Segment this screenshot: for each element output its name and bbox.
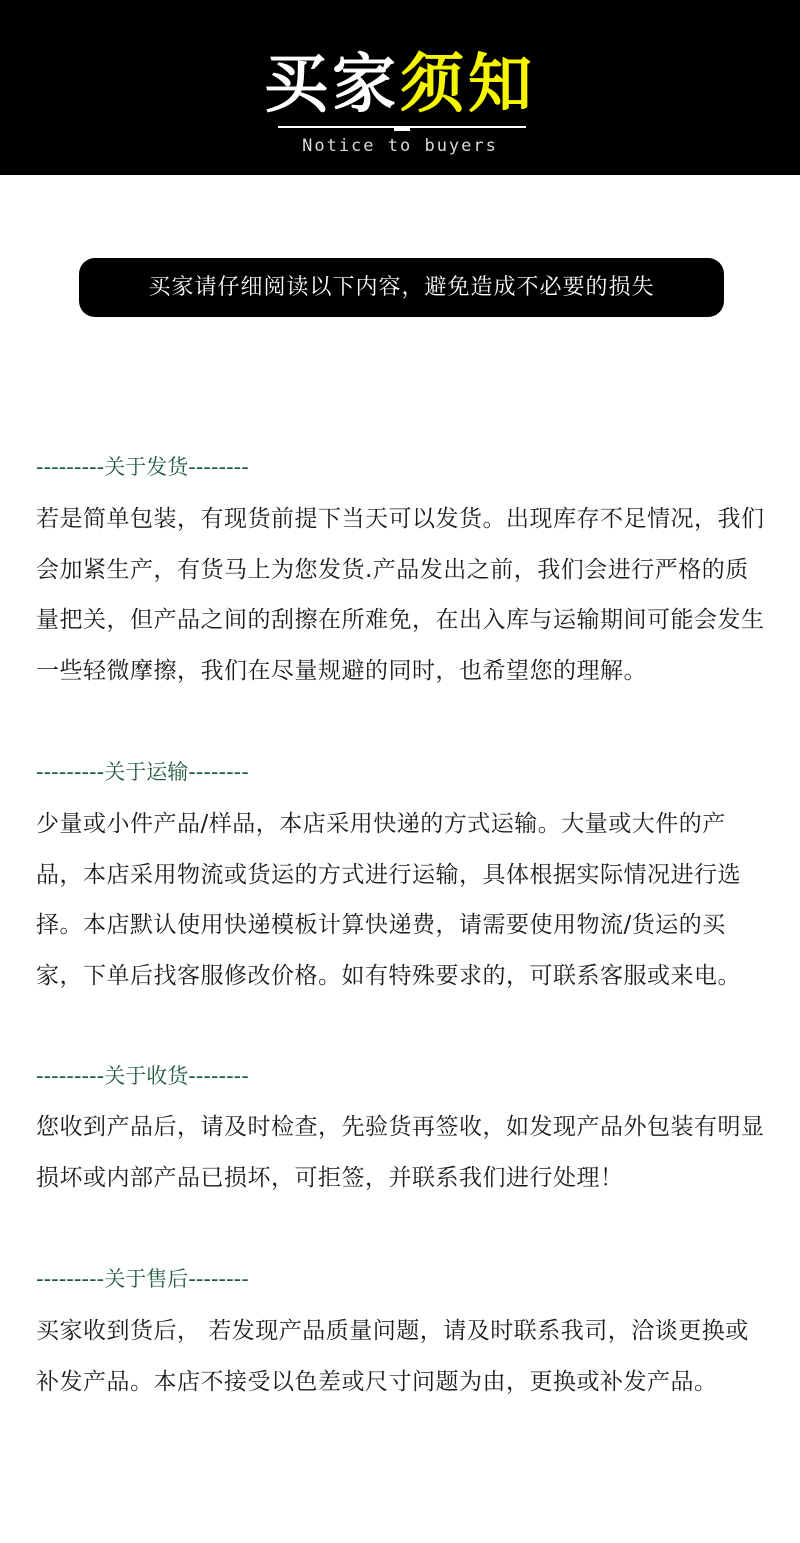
section-heading-transport: ---------关于运输--------: [36, 760, 249, 784]
section-body-shipping: 若是简单包装，有现货前提下当天可以发货。出现库存不足情况，我们会加紧生产，有货马上为您发货.产品发出之前，我们会进行严格的质量把关，但产品之间的刮擦在所难免，在出入库与运输期间可能会发生一些轻微摩擦，我们在尽量规避的同时，也希望您的理解。: [36, 506, 765, 684]
section-body-transport: 少量或小件产品/样品，本店采用快递的方式运输。大量或大件的产品，本店采用物流或货运的方式进行运输，具体根据实际情况进行选择。本店默认使用快递模板计算快递费，请需要使用物流/货运的买家，下单后找客服修改价格。如有特殊要求的，可联系客服或来电。: [36, 811, 741, 989]
title-part-buyer: 买家: [264, 48, 400, 122]
page-subtitle: Notice to buyers: [302, 136, 498, 156]
section-heading-aftersales: ---------关于售后--------: [36, 1267, 249, 1291]
notice-banner: 买家请仔细阅读以下内容，避免造成不必要的损失: [79, 258, 724, 317]
section-body-receiving: 您收到产品后，请及时检查，先验货再签收，如发现产品外包装有明显损坏或内部产品已损坏，可拒签，并联系我们进行处理！: [36, 1114, 765, 1191]
title-divider-notch: [394, 126, 410, 131]
page-title: [0, 46, 800, 124]
title-part-notice: 须知: [400, 48, 536, 122]
section-heading-receiving: ---------关于收货--------: [36, 1064, 249, 1088]
page-header: [0, 0, 800, 175]
section-body-aftersales: 买家收到货后， 若发现产品质量问题，请及时联系我司，洽谈更换或补发产品。本店不接受以色差或尺寸问题为由，更换或补发产品。: [36, 1318, 749, 1395]
section-heading-shipping: ---------关于发货--------: [36, 455, 249, 479]
